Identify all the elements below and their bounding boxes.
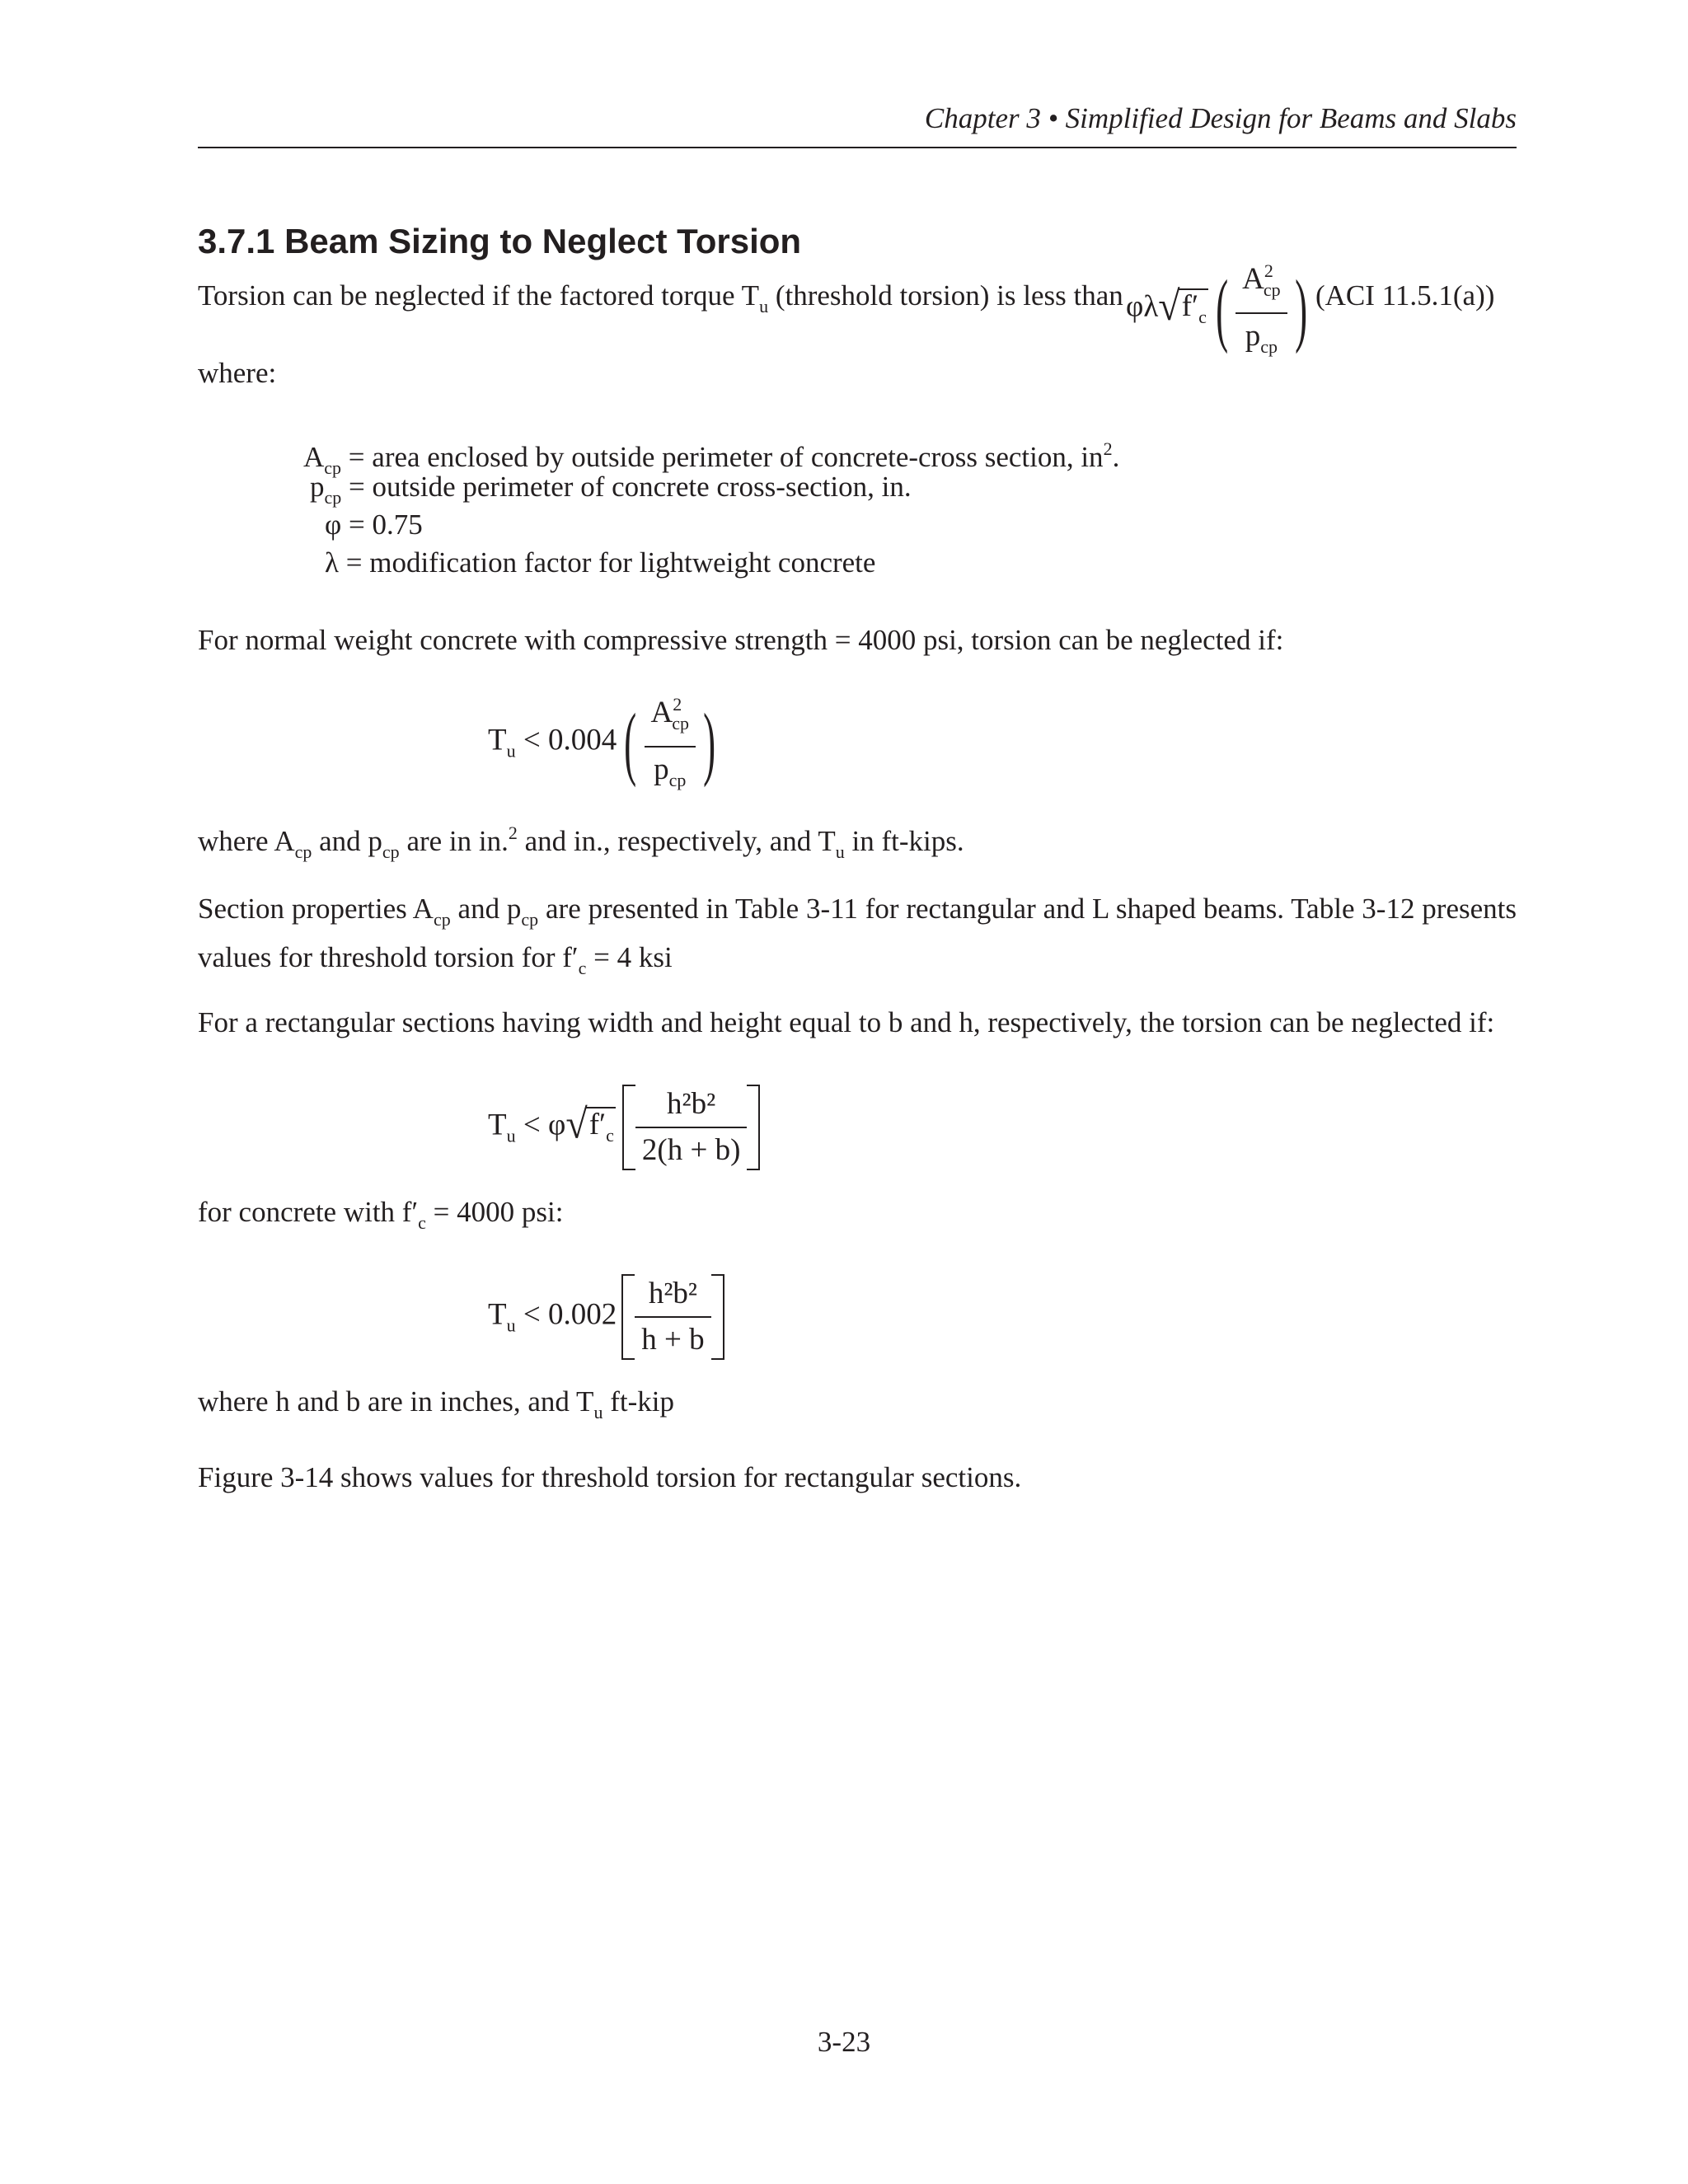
eq3-sub: u (506, 1315, 516, 1336)
eq2-sub: u (506, 1125, 516, 1146)
equation-normal-weight (488, 686, 723, 799)
eq3-t: T (488, 1297, 507, 1332)
intro-text-b: (threshold torsion) is less than (768, 279, 1123, 312)
p6-a-sub: c (418, 1212, 426, 1233)
def-acp-text: = area enclosed by outside perimeter of concrete-cross section, in (341, 441, 1104, 473)
p4-a: Section properties A (198, 893, 434, 925)
def-acp-sup: 2 (1103, 438, 1113, 459)
acp-over-pcp-fraction (1236, 252, 1287, 366)
definition-lambda (325, 544, 875, 582)
p4-d: = 4 ksi (586, 941, 673, 973)
def-acp-sym: A (303, 441, 325, 473)
eq1-den-sub: cp (668, 770, 687, 790)
p4-c: are presented in Table 3-11 for rectangular and L shaped beams. Table 3-12 presents values for threshold torsion for f′ (198, 893, 1517, 973)
p4-b-sub: cp (521, 909, 539, 930)
p4-c-sub: c (578, 958, 587, 978)
eq3-right-bracket (711, 1274, 724, 1360)
units-paragraph (198, 814, 1517, 871)
p7-b: ft-kip (603, 1385, 674, 1418)
section-heading: 3.7.1 Beam Sizing to Neglect Torsion (198, 222, 802, 260)
eq1-t: T (488, 723, 507, 757)
def-acp-tail: . (1112, 441, 1120, 473)
p3-c: are in in. (399, 825, 509, 857)
eq1-num-sup: 2 (673, 694, 682, 715)
equation-rectangular-4000 (488, 1274, 724, 1360)
left-paren: ( (1215, 263, 1228, 354)
page-number: 3-23 (817, 2026, 871, 2058)
eq3-left-bracket (621, 1274, 635, 1360)
normal-weight-paragraph: For normal weight concrete with compressive strength = 4000 psi, torsion can be neglected if: (198, 624, 1284, 656)
right-paren: ) (1294, 263, 1307, 354)
frac-den-sub: cp (1260, 336, 1278, 357)
p6-a: for concrete with f′ (198, 1196, 419, 1228)
p3-c-sup: 2 (508, 823, 518, 843)
eq2-den: 2(h + b) (635, 1127, 748, 1169)
eq2-num: h²b² (667, 1087, 716, 1121)
intro-text-a: Torsion can be neglected if the factored torque T (198, 279, 760, 312)
def-lambda-text: = modification factor for lightweight concrete (338, 546, 876, 579)
eq1-fraction (645, 686, 696, 799)
p3-e: in ft-kips. (844, 825, 964, 857)
eq1-left-paren: ( (624, 696, 637, 788)
intro-sub-u: u (759, 296, 769, 316)
p3-d: and in., respectively, and T (517, 825, 836, 857)
eq1-right-paren: ) (703, 696, 716, 788)
eq2-fraction (635, 1085, 748, 1169)
def-lambda-sym: λ (325, 546, 339, 579)
eq1-num-sub: cp (672, 713, 690, 733)
fc-4000-paragraph (198, 1193, 1517, 1242)
frac-num-sub: cp (1263, 279, 1281, 300)
p6-b: = 4000 psi: (425, 1196, 564, 1228)
p3-a: where A (198, 825, 295, 857)
def-phi-sym: φ (325, 509, 342, 541)
radical-sign: √ (1158, 284, 1180, 330)
eq2-rel: < φ (515, 1108, 566, 1142)
def-acp-sub: cp (324, 457, 342, 478)
frac-den-p: p (1245, 319, 1261, 353)
aci-reference: (ACI 11.5.1(a)) (1315, 279, 1495, 312)
where-label: where: (198, 357, 277, 389)
p3-d-sub: u (835, 841, 845, 862)
fc-sub: c (1198, 307, 1207, 328)
def-pcp-text: = outside perimeter of concrete cross-section, in. (341, 471, 912, 503)
figure-reference-paragraph: Figure 3-14 shows values for threshold torsion for rectangular sections. (198, 1461, 1022, 1493)
def-pcp-sub: cp (324, 487, 342, 508)
eq1-sub: u (506, 740, 516, 762)
p3-b-sub: cp (382, 841, 400, 862)
eq3-fraction (635, 1275, 710, 1359)
frac-num-a: A (1242, 262, 1264, 296)
section-properties-paragraph (198, 890, 1517, 987)
frac-num-sup: 2 (1264, 260, 1273, 281)
phi-lambda: φλ (1126, 289, 1159, 324)
p4-a-sub: cp (433, 909, 451, 930)
eq1-den-p: p (654, 752, 669, 786)
eq3-num: h²b² (648, 1277, 698, 1310)
p3-b: and p (312, 825, 382, 857)
eq2-radical-sign: √ (565, 1102, 588, 1148)
def-pcp-sym: p (310, 471, 325, 503)
p7-a: where h and b are in inches, and T (198, 1385, 594, 1418)
header-rule (198, 147, 1517, 148)
running-header: Chapter 3 • Simplified Design for Beams and Slabs (924, 102, 1517, 134)
eq2-right-bracket (747, 1085, 760, 1170)
eq2-fc-sub: c (606, 1125, 614, 1146)
p7-a-sub: u (593, 1402, 603, 1422)
fc-symbol: f′ (1181, 289, 1199, 324)
p4-b: and p (450, 893, 522, 925)
units-ft-kip-paragraph (198, 1383, 1517, 1432)
eq2-left-bracket (622, 1085, 635, 1170)
eq2-t: T (488, 1108, 507, 1142)
eq3-rel: < 0.002 (515, 1297, 617, 1332)
eq1-rel: < 0.004 (515, 723, 617, 757)
eq2-fc: f′ (588, 1108, 607, 1142)
equation-rectangular (488, 1085, 760, 1170)
definition-phi (325, 506, 423, 544)
rectangular-sections-paragraph: For a rectangular sections having width and height equal to b and h, respectively, the torsion can be neglected if: (198, 1006, 1495, 1038)
eq1-num-a: A (650, 696, 673, 729)
p3-a-sub: cp (294, 841, 312, 862)
threshold-formula (1126, 252, 1315, 366)
def-phi-text: = 0.75 (341, 509, 423, 541)
eq3-den: h + b (635, 1316, 710, 1359)
